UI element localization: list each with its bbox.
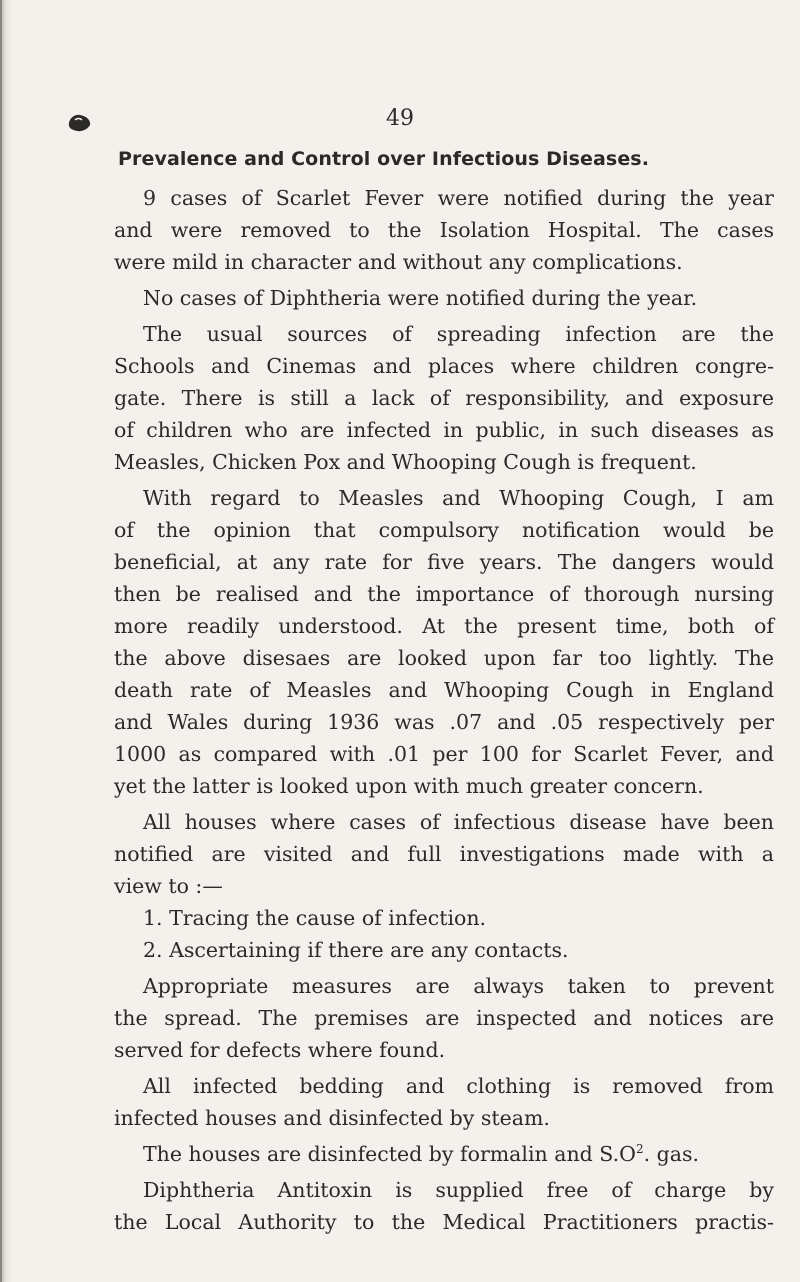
text-line: death rate of Measles and Whooping Cough in England (114, 678, 774, 702)
text-line: view to :— (114, 874, 223, 898)
text-line (143, 1138, 774, 1170)
text-line: gate. There is still a lack of responsibility, and exposure (114, 386, 774, 410)
text-line: more readily understood. At the present time, both of (114, 614, 774, 638)
text-line: the above disesaes are looked upon far too lightly. The (114, 646, 774, 670)
text-line: All infected bedding and clothing is removed from (143, 1074, 774, 1098)
text-line: of children who are infected in public, in such diseases as (114, 418, 774, 442)
text-segment: . gas. (643, 1142, 700, 1166)
section-heading: Prevalence and Control over Infectious Diseases. (118, 148, 650, 170)
text-line: Measles, Chicken Pox and Whooping Cough is frequent. (114, 450, 697, 474)
page-number: 49 (386, 106, 414, 131)
text-line: Diphtheria Antitoxin is supplied free of charge by (143, 1178, 774, 1202)
text-line: were mild in character and without any complications. (114, 250, 683, 274)
text-line: 1000 as compared with .01 per 100 for Scarlet Fever, and (114, 742, 774, 766)
text-line: and were removed to the Isolation Hospital. The cases (114, 218, 774, 242)
text-line: the Local Authority to the Medical Practitioners practis- (114, 1210, 774, 1234)
text-line: Appropriate measures are always taken to prevent (143, 974, 774, 998)
text-line: the spread. The premises are inspected and notices are (114, 1006, 774, 1030)
text-line: of the opinion that compulsory notification would be (114, 518, 774, 542)
text-line: All houses where cases of infectious disease have been (143, 810, 774, 834)
subscript-two: 2 (635, 1142, 644, 1157)
ink-blot-mark (66, 112, 92, 134)
text-line: 9 cases of Scarlet Fever were notified during the year (143, 186, 774, 210)
page-binding-edge (0, 0, 12, 1282)
text-line: With regard to Measles and Whooping Cough, I am (143, 486, 774, 510)
list-item: 1. Tracing the cause of infection. (143, 906, 487, 930)
text-line: yet the latter is looked upon with much greater concern. (114, 774, 704, 798)
text-line: served for defects where found. (114, 1038, 446, 1062)
text-line: infected houses and disinfected by steam. (114, 1106, 550, 1130)
text-line: The usual sources of spreading infection are the (143, 322, 774, 346)
text-line: No cases of Diphtheria were notified during the year. (143, 286, 698, 310)
text-line: then be realised and the importance of thorough nursing (114, 582, 774, 606)
text-segment: The houses are disinfected by formalin and S.O (143, 1142, 636, 1166)
list-item: 2. Ascertaining if there are any contacts. (143, 938, 569, 962)
text-line: notified are visited and full investigations made with a (114, 842, 774, 866)
text-line: Schools and Cinemas and places where children congre- (114, 354, 774, 378)
text-line: and Wales during 1936 was .07 and .05 respectively per (114, 710, 774, 734)
text-line: beneficial, at any rate for five years. The dangers would (114, 550, 774, 574)
